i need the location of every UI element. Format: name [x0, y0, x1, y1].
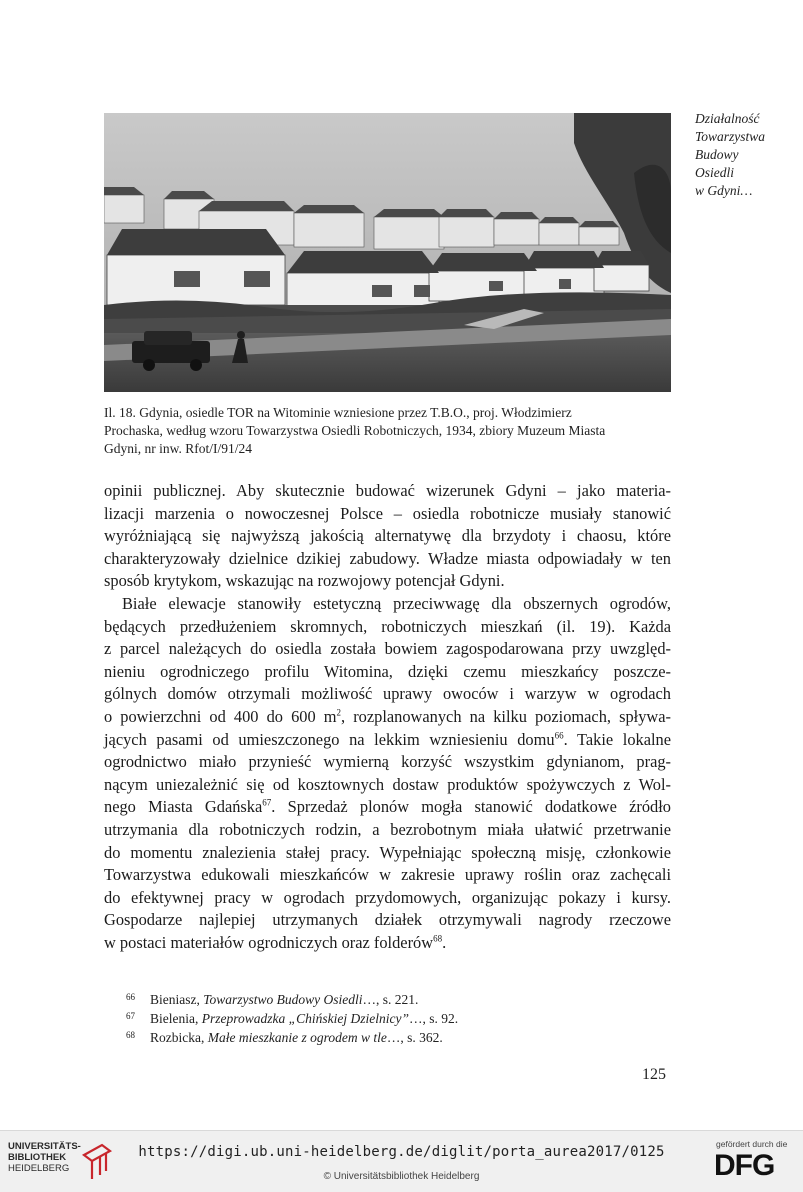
body-text-run: .	[442, 932, 447, 952]
caption-line: Gdyni, nr inw. Rfot/I/91/24	[104, 441, 252, 456]
footnote-ref-68[interactable]: 68	[433, 933, 443, 944]
footnote	[104, 1009, 671, 1028]
body-text-run: . Takie lokalne	[563, 729, 672, 749]
body-line: Białe elewacje stanowiły estetyczną przeciwwagę dla obszernych ogrodów,	[122, 593, 671, 613]
footnote-title: Towarzystwo Budowy Osiedli	[203, 992, 363, 1007]
footnote-author: Rozbicka,	[150, 1030, 208, 1045]
body-line: do momentu znalezienia stałej pracy. Wypełniając społeczną misję, członkowie	[104, 842, 671, 862]
running-head-line: Osiedli	[695, 165, 734, 180]
body-line: do efektywnej pracy w ogrodach przydomowych, organizując pokazy i kursy.	[104, 887, 671, 907]
body-text-run: , rozplanowanych na kilku poziomach, spływa-	[341, 706, 671, 726]
figure-caption	[104, 404, 671, 458]
body-line: Gospodarze najlepiej utrzymanych działek otrzymywali nagrody rzeczowe	[104, 910, 671, 930]
footnote-rest: …, s. 362.	[386, 1030, 443, 1045]
body-line	[104, 729, 671, 752]
footnote-number: 68	[126, 1030, 135, 1040]
body-text-run: jących pasami od umieszczonego na lekkim wzniesieniu domu	[104, 729, 555, 749]
body-line	[104, 706, 671, 729]
body-line: opinii publicznej. Aby skutecznie budować wizerunek Gdyni – jako materia-	[104, 481, 671, 500]
library-logo-line: HEIDELBERG	[8, 1163, 70, 1174]
footnote-number: 66	[126, 992, 135, 1002]
library-logo-line: BIBLIOTHEK	[8, 1152, 67, 1163]
dfg-funding-label: gefördert durch die	[716, 1139, 788, 1149]
body-line: sposób krytykom, wskazując na rozwojowy potencjał Gdyni.	[104, 571, 505, 591]
footnotes	[104, 990, 671, 1047]
body-line	[104, 932, 671, 955]
superscript: 2	[336, 707, 342, 718]
body-line: wyróżniającą się najwyższą jakością alternatywę dla brzydoty i chaosu, które	[104, 526, 671, 546]
page-number: 125	[642, 1066, 666, 1083]
footnote-author: Bielenia,	[150, 1011, 202, 1026]
body-line: utrzymania dla robotniczych rodzin, a bezrobotnym miała ułatwić przetrwanie	[104, 819, 671, 839]
permalink-url[interactable]: https://digi.ub.uni-heidelberg.de/diglit/porta_aurea2017/0125	[138, 1144, 665, 1160]
historical-photo-housing-estate	[104, 113, 671, 392]
body-line	[104, 796, 671, 819]
body-line: będących przedłużeniem skromnych, robotniczych mieszkań (il. 19). Każda	[104, 616, 671, 636]
body-line: gólnych domów otrzymali możliwość uprawy owoców i warzyw w ogrodach	[104, 684, 671, 704]
body-text-run: w postaci materiałów ogrodniczych oraz folderów	[104, 932, 434, 952]
body-text	[104, 480, 671, 954]
running-head-line: Towarzystwa	[695, 129, 766, 144]
caption-line: Il. 18. Gdynia, osiedle TOR na Witominie wzniesione przez T.B.O., proj. Włodzimierz	[104, 405, 572, 420]
dfg-logo[interactable]: DFG	[714, 1149, 775, 1182]
footnote-number: 67	[126, 1011, 135, 1021]
caption-line: Prochaska, według wzoru Towarzystwa Osiedli Robotniczych, 1934, zbiory Muzeum Miasta	[104, 423, 606, 438]
footnote-author: Bieniasz,	[150, 992, 204, 1007]
body-text-run: . Sprzedaż plonów mogła stanowić dodatkowe źródło	[271, 797, 671, 817]
footnote	[104, 990, 671, 1009]
body-line: z parcel należących do osiedla została bowiem zagospodarowana przy uwzględ-	[104, 639, 671, 659]
footnote	[104, 1028, 671, 1047]
library-logo-line: UNIVERSITÄTS-	[8, 1141, 81, 1152]
footnote-title: Małe mieszkanie z ogrodem w tle	[207, 1030, 387, 1045]
footnote-ref-66[interactable]: 66	[554, 730, 564, 741]
viewer-footer	[0, 1130, 803, 1192]
running-head-line: Działalność	[695, 111, 760, 126]
body-line: lizacji marzenia o nowoczesnej Polsce – osiedla robotnicze musiały stanowić	[104, 503, 671, 523]
copyright-notice: © Universitätsbibliothek Heidelberg	[323, 1171, 480, 1182]
body-text-run: o powierzchni od 400 do 600 m	[104, 706, 337, 726]
running-head-line: w Gdyni…	[695, 183, 753, 198]
body-line: charakteryzowały dzielnice dzikiej zabudowy. Władze miasta odpowiadały w ten	[104, 548, 671, 568]
body-line: nącym uniezależnić się od kosztownych dostaw produktów spożywczych z Wol-	[104, 774, 671, 794]
footnote-rest: …, s. 221.	[362, 992, 419, 1007]
footnote-ref-67[interactable]: 67	[262, 797, 272, 808]
running-head	[695, 110, 795, 200]
body-text-run: nego Miasta Gdańska	[104, 797, 263, 817]
footnote-rest: …, s. 92.	[408, 1011, 459, 1026]
running-head-line: Budowy	[695, 147, 739, 162]
photo-illustration	[104, 113, 671, 392]
body-line: nieniu ogrodniczego profilu Witomina, dzięki czemu mieszkańcy poszcze-	[104, 661, 671, 681]
body-line: ogrodnictwo miało przynieść wymierną korzyść wszystkim gdynianom, prag-	[104, 752, 671, 772]
footnote-title: Przeprowadzka „Chińskiej Dzielnicy”	[201, 1011, 409, 1026]
body-line: Towarzystwa edukowali mieszkańców w zakresie uprawy roślin oraz zachęcali	[104, 865, 671, 885]
